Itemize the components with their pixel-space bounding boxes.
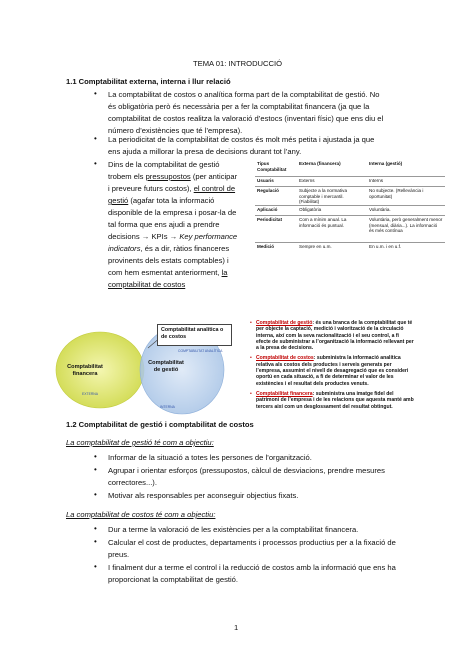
label-externa: EXTERNA xyxy=(82,392,99,396)
bullet: • xyxy=(94,134,97,143)
para-line: decisions → KPIs → Key performance xyxy=(108,232,238,241)
para-line: és obligatòria però és necessària per a fer la comptabilitat financera (ja que la xyxy=(108,102,370,111)
para-line: com hem esmentat anteriorment, la xyxy=(108,268,228,277)
label-analitica: COMPTABILITAT ANALÍTICA xyxy=(178,349,223,353)
table-header-row xyxy=(255,160,445,177)
para-line: gestió (agafar tota la informació xyxy=(108,196,215,205)
financera-label: Comptabilitat financera xyxy=(67,364,103,377)
para-line: trobem els pressupostos (per anticipar xyxy=(108,172,238,181)
list-item: I finalment dur a terme el control i la reducció de costos amb la informació que ens ha xyxy=(108,563,396,572)
callout-box: Comptabilitat analítica o de costos xyxy=(157,324,232,346)
bullet: • xyxy=(94,524,97,533)
list-item: proporcionat la comptabilitat de gestió. xyxy=(108,575,239,584)
bullet: • xyxy=(94,562,97,571)
bullet: • xyxy=(94,89,97,98)
table-row: Regulació Subjecte a la normativa comptable i mercantil. (Fiabilitat) No subjecte. (Rellevància i oportunitat) xyxy=(255,187,445,206)
para-line: disponible de la empresa i posar-la de xyxy=(108,208,237,217)
table-header: Externa (financera) xyxy=(299,161,341,166)
para-line: ens ajuda a millorar la presa de decisions durant tot l’any. xyxy=(108,147,302,156)
list-item: Dur a terme la valoració de les existències per a la comptabilitat financera. xyxy=(108,525,359,534)
para-line: comptabilitat de costos xyxy=(108,280,186,289)
para-line: número d’existències que té l’empresa). xyxy=(108,126,243,135)
definitions-block xyxy=(250,320,450,410)
section-heading-1-1: 1.1 Comptabilitat externa, interna i llur relació xyxy=(66,77,231,86)
table-row: Periodicitat Com a mínim anual. La informació és puntual. Voluntària, però generalment menor (mensual, diària...). La informació és més contínua xyxy=(255,216,445,243)
list-item: Motivar als responsables per aconseguir objectius fixats. xyxy=(108,491,299,500)
para-line: i preveure futurs costos), el control de xyxy=(108,184,236,193)
para-line: Dins de la comptabilitat de gestió xyxy=(108,160,220,169)
definition-costos: • Comptabilitat de costos: subministra la informació analítica relativa als costos dels productes i serveis generats per l’empresa, assumint el nivell de desagregació que es consideri oportú en cada situació, a fi de determinar el valor de les existències i el resultat dels productes venuts. xyxy=(250,355,409,387)
comparison-table xyxy=(255,160,445,252)
bullet: • xyxy=(94,159,97,168)
table-row: Usuaris Externs Interns xyxy=(255,177,445,187)
list-item: preus. xyxy=(108,550,130,559)
label-interna: INTERNA xyxy=(160,405,175,409)
para-line: indicators, és a dir, ràtios financeres xyxy=(108,244,230,253)
link-pressupostos: pressupostos xyxy=(145,172,191,181)
gestio-label: Comptabilitat de gestió xyxy=(148,360,184,373)
table-header: Tipus Comptabilitat xyxy=(257,161,287,172)
section-heading-1-2: 1.2 Comptabilitat de gestió i comptabilitat de costos xyxy=(66,420,254,429)
table-row: Aplicació Obligatòria Voluntària. xyxy=(255,206,445,216)
list-item: Agrupar i orientar esforços (pressupostos, càlcul de desviacions, prendre mesures xyxy=(108,466,385,475)
table-row: Medició Sempre en u.m. En u.m. i en u.f. xyxy=(257,244,402,249)
subheading-costos: La comptabilitat de costos té com a objectiu: xyxy=(66,510,216,519)
definition-gestio: • Comptabilitat de gestió: és una branca de la comptabilitat que té per objecte la captació, medició i valorització de la circulació interna, així com la seva racionalització i el seu control, a fi efecte de subministrar a l’organització la informació rellevant per a la presa de decisions. xyxy=(250,320,414,352)
subheading-gestio: La comptabilitat de gestió té com a objectiu: xyxy=(66,438,214,447)
bullet: • xyxy=(94,537,97,546)
table-header: Interna (gestió) xyxy=(369,161,403,166)
para-line: La periodicitat de la comptabilitat de costos és molt més petita i ajustada ja que xyxy=(108,135,375,144)
bullet: • xyxy=(94,452,97,461)
definition-financera: • Comptabilitat financera: subministra una imatge fidel del patrimoni de l’empresa i de les relacions que aquesta manté amb tercers així com un desglossament del resultat obtingut. xyxy=(250,390,414,410)
list-item: Calcular el cost de productes, departaments i processos productius per a la fixació de xyxy=(108,538,396,547)
bullet: • xyxy=(94,465,97,474)
page-number: 1 xyxy=(234,623,239,632)
list-item: Informar de la situació a totes les persones de l’organització. xyxy=(108,453,312,462)
para-line: La comptabilitat de costos o analítica forma part de la comptabilitat de gestió. No xyxy=(108,90,380,99)
page-title: TEMA 01: INTRODUCCIÓ xyxy=(193,59,283,68)
bullet: • xyxy=(94,490,97,499)
list-item: correctores...). xyxy=(108,478,157,487)
para-line: tal forma que ens ajudi a prendre xyxy=(108,220,220,229)
para-line: comptabilitat de costos realitza la valoració d’estocs (inventari físic) que ens diu el xyxy=(108,114,384,123)
para-line: provinents dels estats comptables) i xyxy=(108,256,229,265)
